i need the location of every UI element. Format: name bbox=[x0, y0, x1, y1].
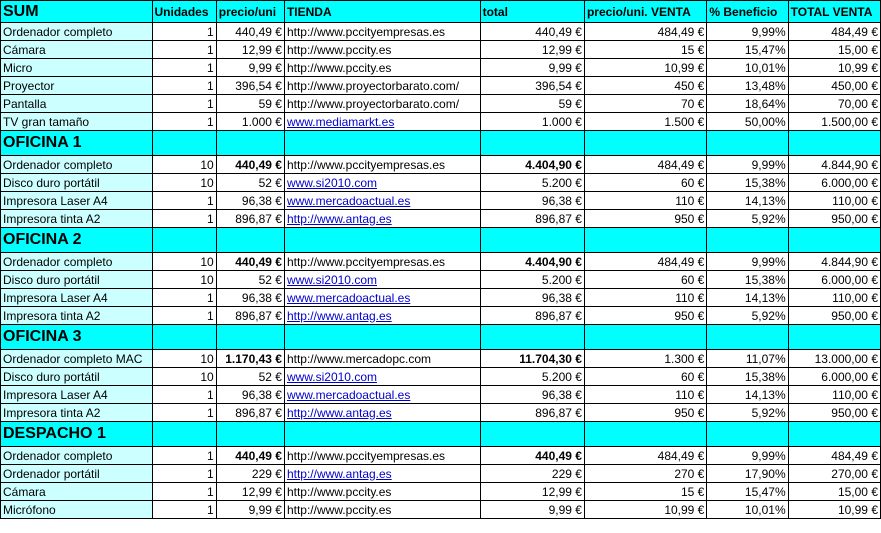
cell-store[interactable]: http://www.pccity.es bbox=[284, 59, 480, 77]
cell-price[interactable]: 440,49 € bbox=[216, 23, 284, 41]
cell-total-sale[interactable]: 6.000,00 € bbox=[788, 368, 880, 386]
section-cell[interactable] bbox=[480, 325, 584, 350]
cell-total[interactable]: 9,99 € bbox=[480, 501, 584, 519]
cell-total[interactable]: 96,38 € bbox=[480, 386, 584, 404]
table-row bbox=[1, 447, 881, 465]
cell-units[interactable]: 10 bbox=[152, 271, 216, 289]
cell-total-sale[interactable]: 15,00 € bbox=[788, 483, 880, 501]
cell-price[interactable]: 96,38 € bbox=[216, 289, 284, 307]
table-row bbox=[1, 404, 881, 422]
cell-total[interactable]: 229 € bbox=[480, 465, 584, 483]
cell-store[interactable]: http://www.pccityempresas.es bbox=[284, 253, 480, 271]
cell-units[interactable]: 1 bbox=[152, 23, 216, 41]
cell-sale-price[interactable]: 950 € bbox=[584, 210, 706, 228]
section-cell[interactable] bbox=[788, 325, 880, 350]
cell-total-sale[interactable]: 950,00 € bbox=[788, 404, 880, 422]
section-cell[interactable] bbox=[707, 131, 788, 156]
cell-price[interactable]: 96,38 € bbox=[216, 192, 284, 210]
cell-units[interactable]: 1 bbox=[152, 465, 216, 483]
cell-profit[interactable]: 9,99% bbox=[707, 156, 788, 174]
header-precio-venta[interactable]: precio/uni. VENTA bbox=[584, 1, 706, 23]
cell-units[interactable]: 1 bbox=[152, 307, 216, 325]
cell-item[interactable]: Proyector bbox=[1, 77, 153, 95]
table-row bbox=[1, 386, 881, 404]
cell-item[interactable]: Disco duro portátil bbox=[1, 271, 153, 289]
section-cell[interactable] bbox=[152, 131, 216, 156]
section-cell[interactable] bbox=[284, 325, 480, 350]
section-title-sum[interactable]: SUM bbox=[1, 1, 153, 23]
table-row bbox=[1, 350, 881, 368]
header-tienda[interactable]: TIENDA bbox=[284, 1, 480, 23]
cell-profit[interactable]: 5,92% bbox=[707, 210, 788, 228]
header-precio-uni[interactable]: precio/uni bbox=[216, 1, 284, 23]
cell-store-link[interactable] bbox=[284, 386, 480, 404]
cell-profit[interactable]: 15,38% bbox=[707, 271, 788, 289]
section-cell[interactable] bbox=[788, 422, 880, 447]
section-cell[interactable] bbox=[152, 422, 216, 447]
table-row bbox=[1, 174, 881, 192]
cell-price[interactable]: 52 € bbox=[216, 271, 284, 289]
cell-units[interactable]: 10 bbox=[152, 253, 216, 271]
table-row bbox=[1, 289, 881, 307]
cell-item[interactable]: Impresora tinta A2 bbox=[1, 307, 153, 325]
cell-total-sale[interactable]: 70,00 € bbox=[788, 95, 880, 113]
cell-store-link[interactable] bbox=[284, 271, 480, 289]
cell-total[interactable]: 5.200 € bbox=[480, 368, 584, 386]
cell-units[interactable]: 1 bbox=[152, 386, 216, 404]
table-row bbox=[1, 210, 881, 228]
cell-sale-price[interactable]: 450 € bbox=[584, 77, 706, 95]
cell-item[interactable]: Impresora tinta A2 bbox=[1, 404, 153, 422]
cell-total-sale[interactable]: 4.844,90 € bbox=[788, 156, 880, 174]
cell-profit[interactable]: 11,07% bbox=[707, 350, 788, 368]
cell-price[interactable]: 896,87 € bbox=[216, 307, 284, 325]
section-cell[interactable] bbox=[152, 325, 216, 350]
section-cell[interactable] bbox=[707, 422, 788, 447]
cell-units[interactable]: 1 bbox=[152, 289, 216, 307]
section-cell[interactable] bbox=[152, 228, 216, 253]
cell-sale-price[interactable]: 484,49 € bbox=[584, 253, 706, 271]
cell-total[interactable]: 440,49 € bbox=[480, 23, 584, 41]
cell-price[interactable]: 896,87 € bbox=[216, 404, 284, 422]
cell-profit[interactable]: 9,99% bbox=[707, 253, 788, 271]
cell-store[interactable]: http://www.pccity.es bbox=[284, 501, 480, 519]
cell-sale-price[interactable]: 70 € bbox=[584, 95, 706, 113]
cell-store[interactable]: http://www.pccity.es bbox=[284, 41, 480, 59]
cell-store-link[interactable] bbox=[284, 113, 480, 131]
cell-price[interactable]: 12,99 € bbox=[216, 41, 284, 59]
cell-item[interactable]: Ordenador portátil bbox=[1, 465, 153, 483]
section-row-despacho-1 bbox=[1, 422, 881, 447]
cell-sale-price[interactable]: 110 € bbox=[584, 289, 706, 307]
cell-price[interactable]: 229 € bbox=[216, 465, 284, 483]
cell-price[interactable]: 396,54 € bbox=[216, 77, 284, 95]
cell-profit[interactable]: 50,00% bbox=[707, 113, 788, 131]
cell-store-link[interactable] bbox=[284, 465, 480, 483]
cell-units[interactable]: 1 bbox=[152, 95, 216, 113]
cell-profit[interactable]: 14,13% bbox=[707, 289, 788, 307]
cell-sale-price[interactable]: 1.500 € bbox=[584, 113, 706, 131]
table-row bbox=[1, 368, 881, 386]
cell-units[interactable]: 1 bbox=[152, 447, 216, 465]
store-link[interactable]: www.si2010.com bbox=[286, 272, 377, 287]
cell-item[interactable]: Micro bbox=[1, 59, 153, 77]
section-cell[interactable] bbox=[584, 325, 706, 350]
cell-total-sale[interactable]: 4.844,90 € bbox=[788, 253, 880, 271]
cell-sale-price[interactable]: 15 € bbox=[584, 483, 706, 501]
cell-price[interactable]: 12,99 € bbox=[216, 483, 284, 501]
cell-price[interactable]: 1.170,43 € bbox=[216, 350, 284, 368]
cell-profit[interactable]: 17,90% bbox=[707, 465, 788, 483]
cell-total[interactable]: 12,99 € bbox=[480, 483, 584, 501]
store-link[interactable]: www.si2010.com bbox=[286, 369, 377, 384]
cell-store-link[interactable] bbox=[284, 404, 480, 422]
cell-price[interactable]: 896,87 € bbox=[216, 210, 284, 228]
cell-total-sale[interactable]: 1.500,00 € bbox=[788, 113, 880, 131]
cell-sale-price[interactable]: 60 € bbox=[584, 368, 706, 386]
cell-item[interactable]: Impresora Laser A4 bbox=[1, 386, 153, 404]
cell-price[interactable]: 96,38 € bbox=[216, 386, 284, 404]
cell-item[interactable]: Disco duro portátil bbox=[1, 174, 153, 192]
cell-total[interactable]: 896,87 € bbox=[480, 307, 584, 325]
cell-sale-price[interactable]: 484,49 € bbox=[584, 447, 706, 465]
cell-total-sale[interactable]: 15,00 € bbox=[788, 41, 880, 59]
cell-total-sale[interactable]: 450,00 € bbox=[788, 77, 880, 95]
cell-store[interactable]: http://www.pccityempresas.es bbox=[284, 23, 480, 41]
cell-total[interactable]: 896,87 € bbox=[480, 404, 584, 422]
cell-units[interactable]: 10 bbox=[152, 174, 216, 192]
cell-sale-price[interactable]: 110 € bbox=[584, 386, 706, 404]
cell-total[interactable]: 5.200 € bbox=[480, 271, 584, 289]
cell-profit[interactable]: 15,38% bbox=[707, 174, 788, 192]
section-cell[interactable] bbox=[216, 325, 284, 350]
cell-profit[interactable]: 15,38% bbox=[707, 368, 788, 386]
cell-total[interactable]: 9,99 € bbox=[480, 59, 584, 77]
cell-profit[interactable]: 18,64% bbox=[707, 95, 788, 113]
cell-price[interactable]: 440,49 € bbox=[216, 253, 284, 271]
cell-total-sale[interactable]: 110,00 € bbox=[788, 289, 880, 307]
cell-store-link[interactable] bbox=[284, 307, 480, 325]
cell-total[interactable]: 4.404,90 € bbox=[480, 156, 584, 174]
cell-store-link[interactable] bbox=[284, 174, 480, 192]
cell-store-link[interactable] bbox=[284, 368, 480, 386]
store-link[interactable]: www.mercadoactual.es bbox=[286, 290, 411, 305]
cell-total[interactable]: 96,38 € bbox=[480, 289, 584, 307]
cell-store[interactable]: http://www.pccityempresas.es bbox=[284, 447, 480, 465]
header-total-venta[interactable]: TOTAL VENTA bbox=[788, 1, 880, 23]
section-row-oficina-3 bbox=[1, 325, 881, 350]
cell-item[interactable]: Ordenador completo bbox=[1, 447, 153, 465]
cell-item[interactable]: Cámara bbox=[1, 483, 153, 501]
cell-total[interactable]: 4.404,90 € bbox=[480, 253, 584, 271]
cell-price[interactable]: 9,99 € bbox=[216, 501, 284, 519]
cell-item[interactable]: Micrófono bbox=[1, 501, 153, 519]
store-link[interactable]: http://www.antag.es bbox=[286, 466, 392, 481]
cell-total-sale[interactable]: 484,49 € bbox=[788, 447, 880, 465]
cell-profit[interactable]: 5,92% bbox=[707, 307, 788, 325]
cell-price[interactable]: 9,99 € bbox=[216, 59, 284, 77]
section-cell[interactable] bbox=[284, 228, 480, 253]
cell-total-sale[interactable]: 484,49 € bbox=[788, 23, 880, 41]
cell-store-link[interactable] bbox=[284, 210, 480, 228]
section-title-oficina-1[interactable]: OFICINA 1 bbox=[1, 131, 153, 156]
table-row bbox=[1, 253, 881, 271]
cell-units[interactable]: 10 bbox=[152, 350, 216, 368]
table-row bbox=[1, 59, 881, 77]
cell-item[interactable]: Impresora Laser A4 bbox=[1, 289, 153, 307]
store-link[interactable]: http://www.antag.es bbox=[286, 211, 392, 226]
cell-total-sale[interactable]: 950,00 € bbox=[788, 307, 880, 325]
cell-store[interactable]: http://www.pccity.es bbox=[284, 483, 480, 501]
cell-total[interactable]: 11.704,30 € bbox=[480, 350, 584, 368]
cell-profit[interactable]: 15,47% bbox=[707, 41, 788, 59]
section-cell[interactable] bbox=[584, 131, 706, 156]
cell-profit[interactable]: 13,48% bbox=[707, 77, 788, 95]
table-row bbox=[1, 483, 881, 501]
cell-units[interactable]: 1 bbox=[152, 41, 216, 59]
cell-sale-price[interactable]: 60 € bbox=[584, 174, 706, 192]
cell-profit[interactable]: 14,13% bbox=[707, 192, 788, 210]
cell-total[interactable]: 896,87 € bbox=[480, 210, 584, 228]
cell-total[interactable]: 12,99 € bbox=[480, 41, 584, 59]
table-row bbox=[1, 501, 881, 519]
cell-item[interactable]: Disco duro portátil bbox=[1, 368, 153, 386]
cell-sale-price[interactable]: 1.300 € bbox=[584, 350, 706, 368]
cell-total[interactable]: 1.000 € bbox=[480, 113, 584, 131]
table-row bbox=[1, 156, 881, 174]
section-title-oficina-2[interactable]: OFICINA 2 bbox=[1, 228, 153, 253]
section-cell[interactable] bbox=[584, 228, 706, 253]
table-row bbox=[1, 307, 881, 325]
store-link[interactable]: www.mediamarkt.es bbox=[286, 114, 395, 129]
cell-item[interactable]: Pantalla bbox=[1, 95, 153, 113]
table-row bbox=[1, 192, 881, 210]
cell-price[interactable]: 52 € bbox=[216, 174, 284, 192]
cell-store-link[interactable] bbox=[284, 192, 480, 210]
cell-price[interactable]: 1.000 € bbox=[216, 113, 284, 131]
cell-units[interactable]: 10 bbox=[152, 156, 216, 174]
cell-item[interactable]: Ordenador completo bbox=[1, 253, 153, 271]
section-row-oficina-1 bbox=[1, 131, 881, 156]
cell-total[interactable]: 396,54 € bbox=[480, 77, 584, 95]
cell-sale-price[interactable]: 484,49 € bbox=[584, 23, 706, 41]
cell-total-sale[interactable]: 6.000,00 € bbox=[788, 174, 880, 192]
store-link[interactable]: http://www.antag.es bbox=[286, 308, 392, 323]
cell-total-sale[interactable]: 10,99 € bbox=[788, 59, 880, 77]
cell-profit[interactable]: 10,01% bbox=[707, 501, 788, 519]
cell-store[interactable]: http://www.pccityempresas.es bbox=[284, 156, 480, 174]
section-cell[interactable] bbox=[788, 131, 880, 156]
cell-units[interactable]: 1 bbox=[152, 501, 216, 519]
cell-item[interactable]: TV gran tamaño bbox=[1, 113, 153, 131]
cell-sale-price[interactable]: 950 € bbox=[584, 404, 706, 422]
cell-profit[interactable]: 14,13% bbox=[707, 386, 788, 404]
store-link[interactable]: www.mercadoactual.es bbox=[286, 387, 411, 402]
cell-item[interactable]: Impresora tinta A2 bbox=[1, 210, 153, 228]
header-beneficio[interactable]: % Beneficio bbox=[707, 1, 788, 23]
section-cell[interactable] bbox=[707, 325, 788, 350]
section-title-oficina-3[interactable]: OFICINA 3 bbox=[1, 325, 153, 350]
table-row bbox=[1, 23, 881, 41]
cell-price[interactable]: 52 € bbox=[216, 368, 284, 386]
cell-profit[interactable]: 15,47% bbox=[707, 483, 788, 501]
cell-total-sale[interactable]: 6.000,00 € bbox=[788, 271, 880, 289]
cell-units[interactable]: 1 bbox=[152, 483, 216, 501]
cell-price[interactable]: 440,49 € bbox=[216, 447, 284, 465]
store-link[interactable]: www.si2010.com bbox=[286, 175, 377, 190]
cell-sale-price[interactable]: 10,99 € bbox=[584, 501, 706, 519]
cell-store[interactable]: http://www.proyectorbarato.com/ bbox=[284, 77, 480, 95]
cell-item[interactable]: Ordenador completo bbox=[1, 23, 153, 41]
section-row-oficina-2 bbox=[1, 228, 881, 253]
cell-total-sale[interactable]: 950,00 € bbox=[788, 210, 880, 228]
section-cell[interactable] bbox=[284, 422, 480, 447]
cell-price[interactable]: 440,49 € bbox=[216, 156, 284, 174]
cell-total-sale[interactable]: 110,00 € bbox=[788, 192, 880, 210]
table-row bbox=[1, 465, 881, 483]
cell-profit[interactable]: 9,99% bbox=[707, 23, 788, 41]
cell-store[interactable]: http://www.mercadopc.com bbox=[284, 350, 480, 368]
section-title-despacho-1[interactable]: DESPACHO 1 bbox=[1, 422, 153, 447]
section-cell[interactable] bbox=[707, 228, 788, 253]
cell-profit[interactable]: 9,99% bbox=[707, 447, 788, 465]
section-cell[interactable] bbox=[788, 228, 880, 253]
cell-total-sale[interactable]: 13.000,00 € bbox=[788, 350, 880, 368]
cell-sale-price[interactable]: 270 € bbox=[584, 465, 706, 483]
cell-total[interactable]: 5.200 € bbox=[480, 174, 584, 192]
section-cell[interactable] bbox=[284, 131, 480, 156]
cell-item[interactable]: Ordenador completo bbox=[1, 156, 153, 174]
cell-units[interactable]: 1 bbox=[152, 59, 216, 77]
cell-units[interactable]: 1 bbox=[152, 77, 216, 95]
table-row bbox=[1, 77, 881, 95]
header-unidades[interactable]: Unidades bbox=[152, 1, 216, 23]
table-row bbox=[1, 271, 881, 289]
section-cell[interactable] bbox=[216, 228, 284, 253]
cell-total[interactable]: 59 € bbox=[480, 95, 584, 113]
cell-item[interactable]: Ordenador completo MAC bbox=[1, 350, 153, 368]
table-row bbox=[1, 95, 881, 113]
header-total[interactable]: total bbox=[480, 1, 584, 23]
cell-sale-price[interactable]: 950 € bbox=[584, 307, 706, 325]
cell-sale-price[interactable]: 110 € bbox=[584, 192, 706, 210]
cell-sale-price[interactable]: 10,99 € bbox=[584, 59, 706, 77]
cell-item[interactable]: Cámara bbox=[1, 41, 153, 59]
table-row bbox=[1, 113, 881, 131]
store-link[interactable]: www.mercadoactual.es bbox=[286, 193, 411, 208]
store-link[interactable]: http://www.antag.es bbox=[286, 405, 392, 420]
cell-sale-price[interactable]: 15 € bbox=[584, 41, 706, 59]
cell-profit[interactable]: 10,01% bbox=[707, 59, 788, 77]
cell-total[interactable]: 440,49 € bbox=[480, 447, 584, 465]
cell-units[interactable]: 1 bbox=[152, 404, 216, 422]
cell-total[interactable]: 96,38 € bbox=[480, 192, 584, 210]
section-cell[interactable] bbox=[480, 422, 584, 447]
cell-units[interactable]: 1 bbox=[152, 210, 216, 228]
cell-profit[interactable]: 5,92% bbox=[707, 404, 788, 422]
cell-units[interactable]: 10 bbox=[152, 368, 216, 386]
section-cell[interactable] bbox=[480, 131, 584, 156]
cell-total-sale[interactable]: 270,00 € bbox=[788, 465, 880, 483]
cell-store[interactable]: http://www.proyectorbarato.com/ bbox=[284, 95, 480, 113]
header-row bbox=[1, 1, 881, 23]
cell-sale-price[interactable]: 60 € bbox=[584, 271, 706, 289]
section-cell[interactable] bbox=[216, 422, 284, 447]
section-cell[interactable] bbox=[216, 131, 284, 156]
cell-total-sale[interactable]: 110,00 € bbox=[788, 386, 880, 404]
cell-units[interactable]: 1 bbox=[152, 192, 216, 210]
table-row bbox=[1, 41, 881, 59]
section-cell[interactable] bbox=[480, 228, 584, 253]
cell-item[interactable]: Impresora Laser A4 bbox=[1, 192, 153, 210]
cell-price[interactable]: 59 € bbox=[216, 95, 284, 113]
cell-units[interactable]: 1 bbox=[152, 113, 216, 131]
cell-store-link[interactable] bbox=[284, 289, 480, 307]
section-cell[interactable] bbox=[584, 422, 706, 447]
cell-total-sale[interactable]: 10,99 € bbox=[788, 501, 880, 519]
cell-sale-price[interactable]: 484,49 € bbox=[584, 156, 706, 174]
